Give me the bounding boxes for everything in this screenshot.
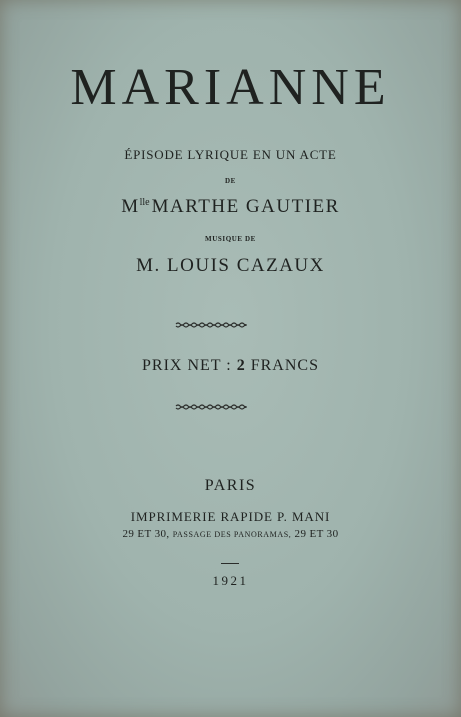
by-label: DE xyxy=(225,177,236,185)
printer-address xyxy=(0,528,461,540)
publication-year: 1921 xyxy=(212,573,249,588)
address-numbers-end: 29 ET 30 xyxy=(294,528,339,540)
author-prefix-superscript: lle xyxy=(139,197,150,208)
author-line xyxy=(0,196,461,218)
ornamental-divider-bottom xyxy=(175,403,247,411)
ornamental-divider-top xyxy=(175,321,247,329)
price-line xyxy=(0,357,461,375)
short-rule xyxy=(221,563,239,564)
price-unit: FRANCS xyxy=(250,357,319,374)
price-value: 2 xyxy=(236,357,246,374)
book-title: MARIANNE xyxy=(70,59,391,116)
printer-name: IMPRIMERIE RAPIDE P. MANI xyxy=(130,509,331,524)
publication-city: PARIS xyxy=(204,477,257,494)
book-subtitle: ÉPISODE LYRIQUE EN UN ACTE xyxy=(124,147,337,162)
author-prefix: M xyxy=(121,196,140,217)
address-numbers: 29 ET 30, xyxy=(122,528,170,540)
author-name: MARTHE GAUTIER xyxy=(151,196,340,217)
composer-name: M. LOUIS CAZAUX xyxy=(136,255,325,276)
price-label: PRIX NET : xyxy=(142,357,232,374)
music-label: MUSIQUE DE xyxy=(205,235,256,243)
address-street: PASSAGE DES PANORAMAS, xyxy=(172,530,292,539)
